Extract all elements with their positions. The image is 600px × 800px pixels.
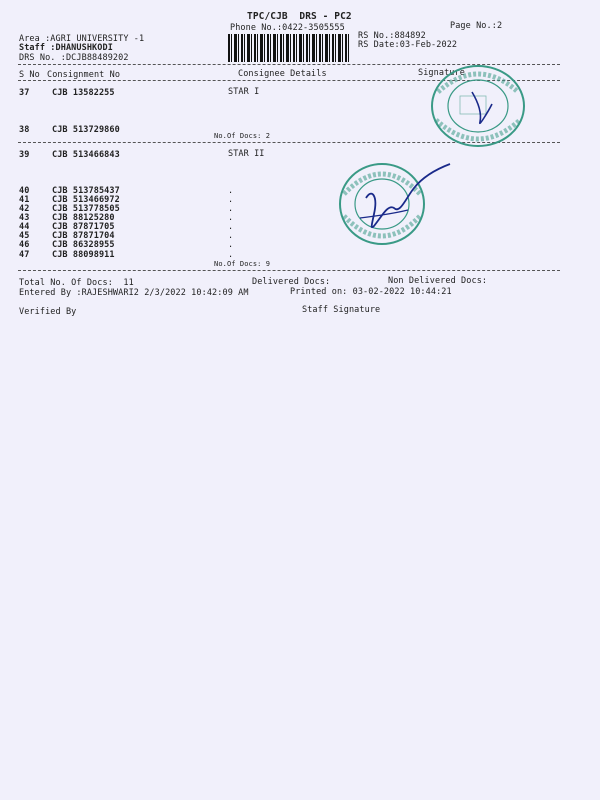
row-consignee: .: [228, 240, 234, 250]
row-consignment: CJB 513466972: [52, 195, 120, 205]
row-sno: 47: [19, 250, 30, 260]
row-consignee: .: [228, 231, 234, 241]
row-consignee: .: [228, 222, 234, 232]
col-consignee: Consignee Details: [238, 69, 327, 79]
row-consignment: CJB 13582255: [52, 88, 115, 98]
entered-by: Entered By :RAJESHWARI2 2/3/2022 10:42:09 AM: [19, 288, 249, 298]
row-consignee: .: [228, 213, 234, 223]
row-sno: 40: [19, 186, 30, 196]
non-delivered-docs: Non Delivered Docs:: [388, 276, 488, 286]
row-consignee: STAR I: [228, 87, 260, 97]
col-consignment: Consignment No: [47, 70, 121, 80]
printed-on: Printed on: 03-02-2022 10:44:21: [290, 287, 452, 297]
row-consignment: CJB 86328955: [52, 240, 115, 250]
row-consignee: .: [228, 186, 234, 196]
document-title: TPC/CJB DRS - PC2: [247, 11, 352, 22]
row-sno: 37: [19, 88, 30, 98]
phone-number: Phone No.:0422-3505555: [230, 23, 345, 33]
company-seal-1: [420, 62, 540, 152]
barcode: [228, 34, 350, 62]
row-sno: 46: [19, 240, 30, 250]
row-consignment: CJB 88125280: [52, 213, 115, 223]
delivered-docs: Delivered Docs:: [252, 277, 331, 287]
row-sno: 38: [19, 125, 30, 135]
group-doc-count: No.Of Docs: 9: [214, 260, 271, 268]
col-signature: Signature: [418, 68, 465, 78]
drs-number: DRS No. :DCJB88489202: [19, 53, 129, 63]
row-sno: 39: [19, 150, 30, 160]
row-sno: 45: [19, 231, 30, 241]
row-consignee: STAR II: [228, 149, 265, 159]
row-consignment: CJB 513466843: [52, 150, 120, 160]
rs-number: RS No.:884892: [358, 31, 426, 41]
row-consignee: .: [228, 204, 234, 214]
group-doc-count: No.Of Docs: 2: [214, 132, 271, 140]
row-sno: 44: [19, 222, 30, 232]
page-number: Page No.:2: [450, 21, 503, 31]
area-label: Area :AGRI UNIVERSITY -1: [19, 34, 145, 44]
row-consignment: CJB 87871705: [52, 222, 115, 232]
row-consignment: CJB 513778505: [52, 204, 120, 214]
staff-label: Staff :DHANUSHKODI: [19, 43, 113, 53]
col-sno: S No: [19, 70, 40, 80]
row-consignment: CJB 513729860: [52, 125, 120, 135]
row-sno: 41: [19, 195, 30, 205]
row-consignment: CJB 88098911: [52, 250, 115, 260]
company-seal-2: [330, 158, 460, 253]
verified-by: Verified By: [19, 307, 77, 317]
row-consignment: CJB 87871704: [52, 231, 115, 241]
rs-date: RS Date:03-Feb-2022: [358, 40, 458, 50]
total-docs: Total No. Of Docs: 11: [19, 278, 134, 288]
row-sno: 43: [19, 213, 30, 223]
divider: [18, 270, 560, 271]
row-consignee: .: [228, 250, 234, 260]
row-sno: 42: [19, 204, 30, 214]
row-consignee: .: [228, 195, 234, 205]
staff-signature-label: Staff Signature: [302, 305, 381, 315]
row-consignment: CJB 513785437: [52, 186, 120, 196]
